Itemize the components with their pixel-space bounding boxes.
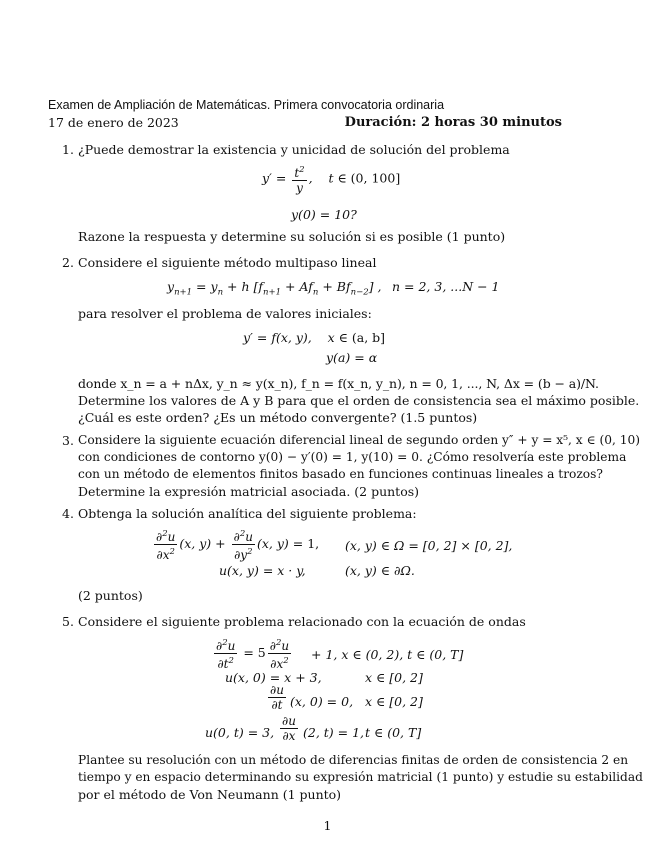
problem-5-line-3: por el método de Von Neumann (1 punto) — [78, 787, 342, 802]
problem-5-number: 5. — [62, 614, 74, 629]
problem-4-intro: Obtenga la solución analítica del siguiente problema: — [78, 506, 417, 521]
problem-5-initial-condition-2-tail: (x, 0) = 0, — [290, 694, 354, 709]
problem-1-number: 1. — [62, 142, 74, 157]
problem-5-line-2: tiempo y en espacio determinando su expresión matricial (1 punto) y estudie su estabilidad — [78, 770, 643, 784]
problem-4-domain: (x, y) ∈ Ω = [0, 2] × [0, 2], — [345, 538, 513, 553]
problem-5-wave-equation-tail: + 1, x ∈ (0, 2), t ∈ (0, T] — [311, 647, 464, 662]
problem-2-intro: Considere el siguiente método multipaso lineal — [78, 255, 377, 270]
problem-5-line-1: Plantee su resolución con un método de diferencias finitas de orden de consistencia 2 en — [78, 753, 629, 767]
problem-5-boundary-right-derivative: $\frac{\partial u}{\partial x}$ — [282, 714, 296, 743]
exam-title: Examen de Ampliación de Matemáticas. Primera convocatoria ordinaria — [48, 98, 445, 112]
problem-5-initial-condition-2-domain: x ∈ [0, 2] — [365, 694, 423, 709]
problem-5-boundary-right-tail: (2, t) = 1, — [303, 725, 365, 740]
problem-5-initial-condition-2: $\frac{\partial u}{\partial t}$ — [270, 683, 284, 712]
problem-2-text-mid: para resolver el problema de valores iniciales: — [78, 306, 372, 321]
problem-5-boundary-left: u(0, t) = 3, — [205, 725, 275, 740]
problem-2-text-2: Determine los valores de A y B para que el orden de consistencia sea el máximo posible. — [78, 393, 640, 408]
problem-2-text-3: ¿Cuál es este orden? ¿Es un método convergente? (1.5 puntos) — [78, 410, 478, 425]
problem-2-number: 2. — [62, 255, 74, 270]
problem-4-boundary-condition: u(x, y) = x · y, — [219, 563, 306, 578]
problem-3-line-3: con un método de elementos finitos basado en funciones continuas lineales a trozos? — [78, 467, 603, 481]
problem-2-range: n = 2, 3, ...N − 1 — [392, 279, 500, 294]
problem-5-wave-equation: $\frac{\partial^2u}{\partial t^2}$ = 5 $\frac{\partial^2u}{\partial x^2}$ — [216, 638, 290, 671]
problem-1-intro: ¿Puede demostrar la existencia y unicidad de solución del problema — [78, 142, 510, 157]
problem-4-number: 4. — [62, 506, 74, 521]
problem-3-line-1: Considere la siguiente ecuación diferencial lineal de segundo orden y″ + y = x⁵, x ∈ (0, 10) — [78, 433, 640, 447]
problem-2-initial-condition: y(a) = α — [326, 350, 378, 365]
problem-4-boundary-domain: (x, y) ∈ ∂Ω. — [345, 563, 415, 578]
problem-3-line-2: con condiciones de contorno y(0) − y′(0) = 1, y(10) = 0. ¿Cómo resolvería este problema — [78, 450, 627, 464]
problem-5-initial-condition-1: u(x, 0) = x + 3, — [225, 670, 322, 685]
problem-4-pde: $\frac{\partial^2u}{\partial x^2}$ (x, y) + $\frac{\partial^2u}{\partial y^2}$ (x, y) = 1, — [156, 529, 320, 562]
problem-1-ode: y′ = $\frac{t^2}{y}$ , t ∈ (0, 100] — [262, 165, 401, 195]
problem-1-text: Razone la respuesta y determine su solución si es posible (1 punto) — [78, 229, 506, 244]
problem-5-boundary-domain: t ∈ (0, T] — [365, 725, 422, 740]
problem-5-intro: Considere el siguiente problema relacionado con la ecuación de ondas — [78, 614, 526, 629]
exam-date: 17 de enero de 2023 — [48, 115, 179, 130]
problem-2-text-1: donde x_n = a + nΔx, y_n ≈ y(x_n), f_n = f(x_n, y_n), n = 0, 1, ..., N, Δx = (b − a)/N. — [78, 376, 599, 391]
problem-1-initial-condition: y(0) = 10? — [291, 207, 357, 222]
problem-4-points: (2 puntos) — [78, 588, 143, 603]
exam-duration: Duración: 2 horas 30 minutos — [344, 115, 562, 130]
problem-5-initial-condition-1-domain: x ∈ [0, 2] — [365, 670, 423, 685]
page-number: 1 — [323, 818, 332, 833]
problem-2-ivp: y′ = f(x, y), x ∈ (a, b] — [243, 330, 386, 345]
problem-3-line-4: Determine la expresión matricial asociada. (2 puntos) — [78, 484, 420, 499]
problem-2-multistep-formula: $y_{n+1} = y_n + h$ $[f_{n+1} + Af_n + Bf_{n-2}]$ , — [167, 279, 382, 298]
problem-3-number: 3. — [62, 433, 74, 448]
